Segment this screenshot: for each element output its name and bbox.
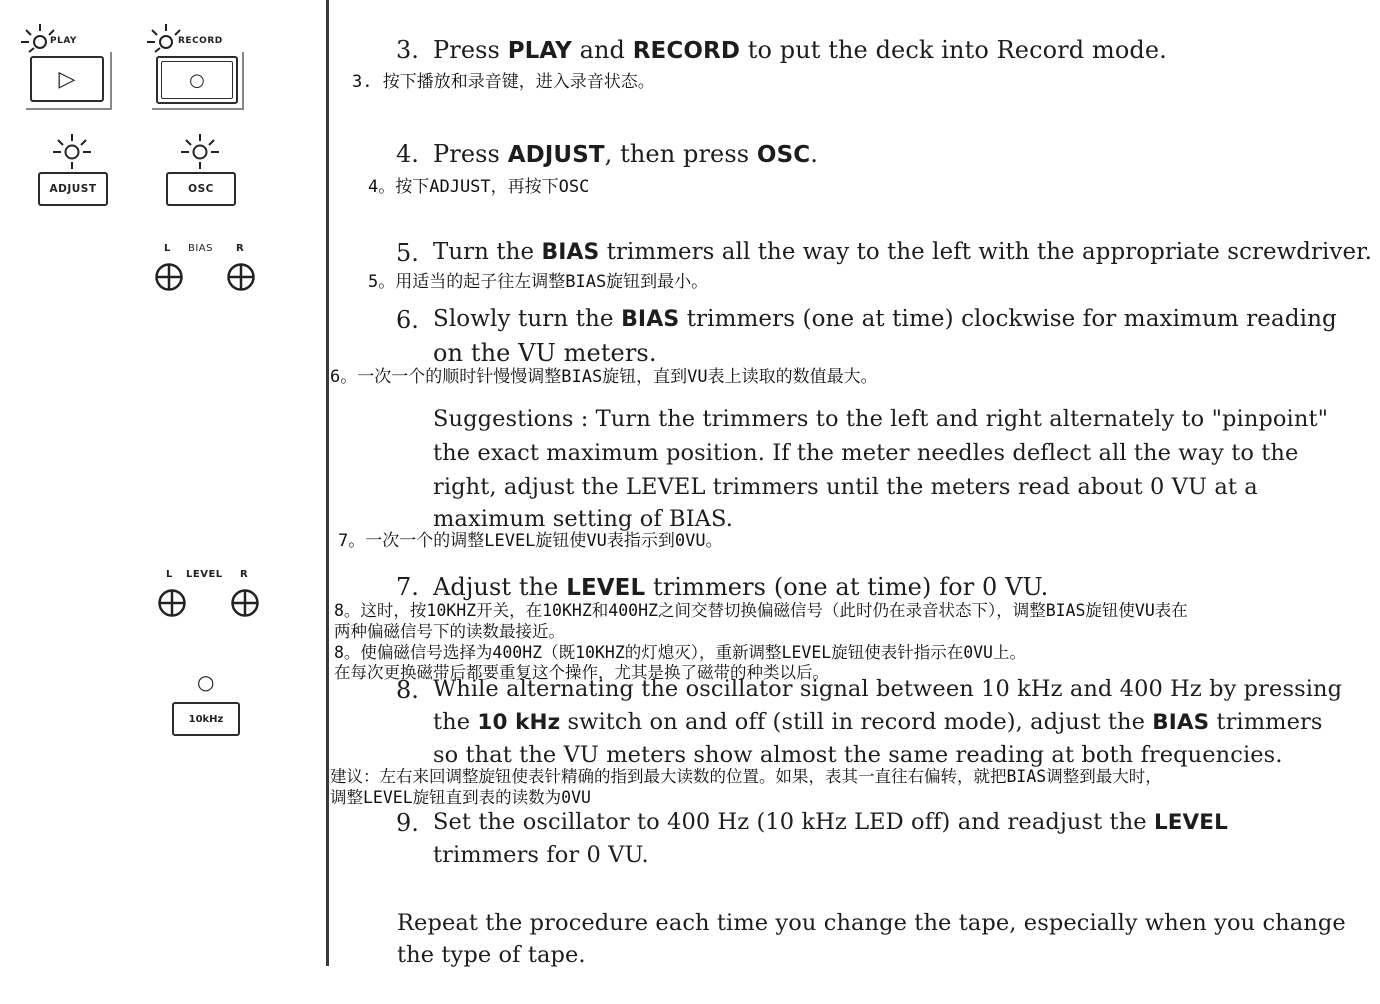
step6-line1 <box>433 306 1337 332</box>
repeat-line2: the type of tape. <box>397 942 586 968</box>
step9-line2: trimmers for 0 VU. <box>433 842 649 868</box>
step8-line1: While alternating the oscillator signal between 10 kHz and 400 Hz by pressing <box>433 676 1343 702</box>
level-title: LEVEL <box>186 569 223 580</box>
step3-chinese: 3. 按下播放和录音键，进入录音状态。 <box>352 72 655 92</box>
step7-chinese-3: 8。使偏磁信号选择为400HZ（既10KHZ的灯熄灭），重新调整LEVEL旋钮使表针指示在0VU上。 <box>334 643 1026 662</box>
step7-chinese-1: 8。这时，按10KHZ开关，在10KHZ和400HZ之间交替切换偏磁信号（此时仍在录音状态下），调整BIAS旋钮使VU表在 <box>334 601 1188 620</box>
bias-r-label: R <box>236 243 245 254</box>
step9-pre: Set the oscillator to 400 Hz (10 kHz LED off) and readjust the <box>433 809 1154 835</box>
step9-line1 <box>433 809 1228 835</box>
step8-l2-mid: switch on and off (still in record mode), adjust the <box>560 709 1153 735</box>
osc-led-icon <box>180 132 220 170</box>
step8-line3: so that the VU meters show almost the same reading at both frequencies. <box>433 742 1283 768</box>
step7-post: trimmers (one at time) for 0 VU. <box>645 573 1049 601</box>
suggestion-line2: the exact maximum position. If the meter needles deflect all the way to the <box>433 440 1299 466</box>
step6-line2: on the VU meters. <box>433 339 657 367</box>
step4-pre: Press <box>433 140 508 168</box>
step7-level: LEVEL <box>566 575 646 601</box>
step5-post: trimmers all the way to the left with the appropriate screwdriver. <box>599 239 1372 265</box>
step4-number: 4. <box>396 140 419 168</box>
level-l-label: L <box>166 569 173 580</box>
step3-play: PLAY <box>507 38 572 64</box>
bias-l-label: L <box>164 243 171 254</box>
step3-text <box>433 36 1167 64</box>
record-icon: ○ <box>189 69 205 91</box>
step3-record: RECORD <box>632 38 741 64</box>
step8-chinese-1: 建议：左右来回调整旋钮使表针精确的指到最大读数的位置。如果，表其一直往右偏转，就把BIAS调整到最大时， <box>330 767 1162 786</box>
repeat-line1: Repeat the procedure each time you change the tape, especially when you change <box>397 910 1346 936</box>
record-key-inner <box>161 61 233 99</box>
adjust-label: ADJUST <box>49 183 97 195</box>
play-button[interactable] <box>30 56 104 102</box>
step8-bias: BIAS <box>1152 710 1210 735</box>
step9-number: 9. <box>396 809 419 837</box>
record-led-label: RECORD <box>178 36 223 46</box>
step8-10khz: 10 kHz <box>477 710 561 735</box>
bias-l-trimmer-icon[interactable] <box>154 262 184 292</box>
bias-title: BIAS <box>188 243 213 254</box>
step5-chinese: 5。用适当的起子往左调整BIAS旋钮到最小。 <box>368 272 709 292</box>
play-led-label: PLAY <box>50 36 77 46</box>
level-r-label: R <box>240 569 249 580</box>
step6-chinese: 6。一次一个的顺时针慢慢调整BIAS旋钮，直到VU表上读取的数值最大。 <box>330 367 878 387</box>
record-button[interactable] <box>156 56 238 104</box>
10khz-button[interactable] <box>172 702 240 736</box>
step4-adjust: ADJUST <box>507 142 605 168</box>
suggestion-chinese: 7。一次一个的调整LEVEL旋钮使VU表指示到0VU。 <box>338 531 723 551</box>
osc-label: OSC <box>188 183 214 195</box>
step5-pre: Turn the <box>433 239 542 265</box>
step5-text <box>433 239 1372 265</box>
step4-text <box>433 140 818 168</box>
level-r-trimmer-icon[interactable] <box>230 588 260 618</box>
step9-level: LEVEL <box>1153 810 1228 835</box>
step3-pre: Press <box>433 36 508 64</box>
step7-pre: Adjust the <box>433 573 567 601</box>
step7-chinese-4: 在每次更换磁带后都要重复这个操作，尤其是换了磁带的种类以后。 <box>334 663 829 682</box>
10khz-label: 10kHz <box>188 713 224 725</box>
step4-osc: OSC <box>756 142 811 168</box>
step7-chinese-2: 两种偏磁信号下的读数最接近。 <box>334 622 565 641</box>
column-divider <box>326 0 329 966</box>
level-l-trimmer-icon[interactable] <box>157 588 187 618</box>
play-icon: ▷ <box>58 66 76 92</box>
step3-number: 3. <box>396 36 419 64</box>
khz-led-icon: ○ <box>197 670 215 694</box>
adjust-button[interactable] <box>38 172 108 206</box>
step4-chinese: 4。按下ADJUST，再按下OSC <box>368 177 590 197</box>
step5-bias: BIAS <box>541 240 600 265</box>
step8-l2-post: trimmers <box>1209 709 1323 735</box>
step8-chinese-2: 调整LEVEL旋钮直到表的读数为0VU <box>330 788 591 807</box>
step4-post: . <box>810 140 818 168</box>
step6-bias: BIAS <box>621 307 680 332</box>
step8-l2-pre: the <box>433 709 478 735</box>
suggestion-line3: right, adjust the LEVEL trimmers until the meters read about 0 VU at a <box>433 474 1258 500</box>
step7-number: 7. <box>396 573 419 601</box>
bias-r-trimmer-icon[interactable] <box>226 262 256 292</box>
suggestion-line1: Suggestions : Turn the trimmers to the left and right alternately to "pinpoint" <box>433 406 1329 432</box>
control-illustrations <box>0 0 320 1004</box>
step6-post: trimmers (one at time) clockwise for maximum reading <box>679 306 1337 332</box>
adjust-led-icon <box>52 132 92 170</box>
step3-mid: and <box>571 36 633 64</box>
step5-number: 5. <box>396 239 419 267</box>
step6-pre: Slowly turn the <box>433 306 622 332</box>
suggestion-line4: maximum setting of BIAS. <box>433 506 733 532</box>
step8-line2 <box>433 709 1323 735</box>
step8-number: 8. <box>396 676 419 704</box>
step3-post: to put the deck into Record mode. <box>740 36 1167 64</box>
step6-number: 6. <box>396 306 419 334</box>
step4-mid: , then press <box>604 140 757 168</box>
osc-button[interactable] <box>166 172 236 206</box>
